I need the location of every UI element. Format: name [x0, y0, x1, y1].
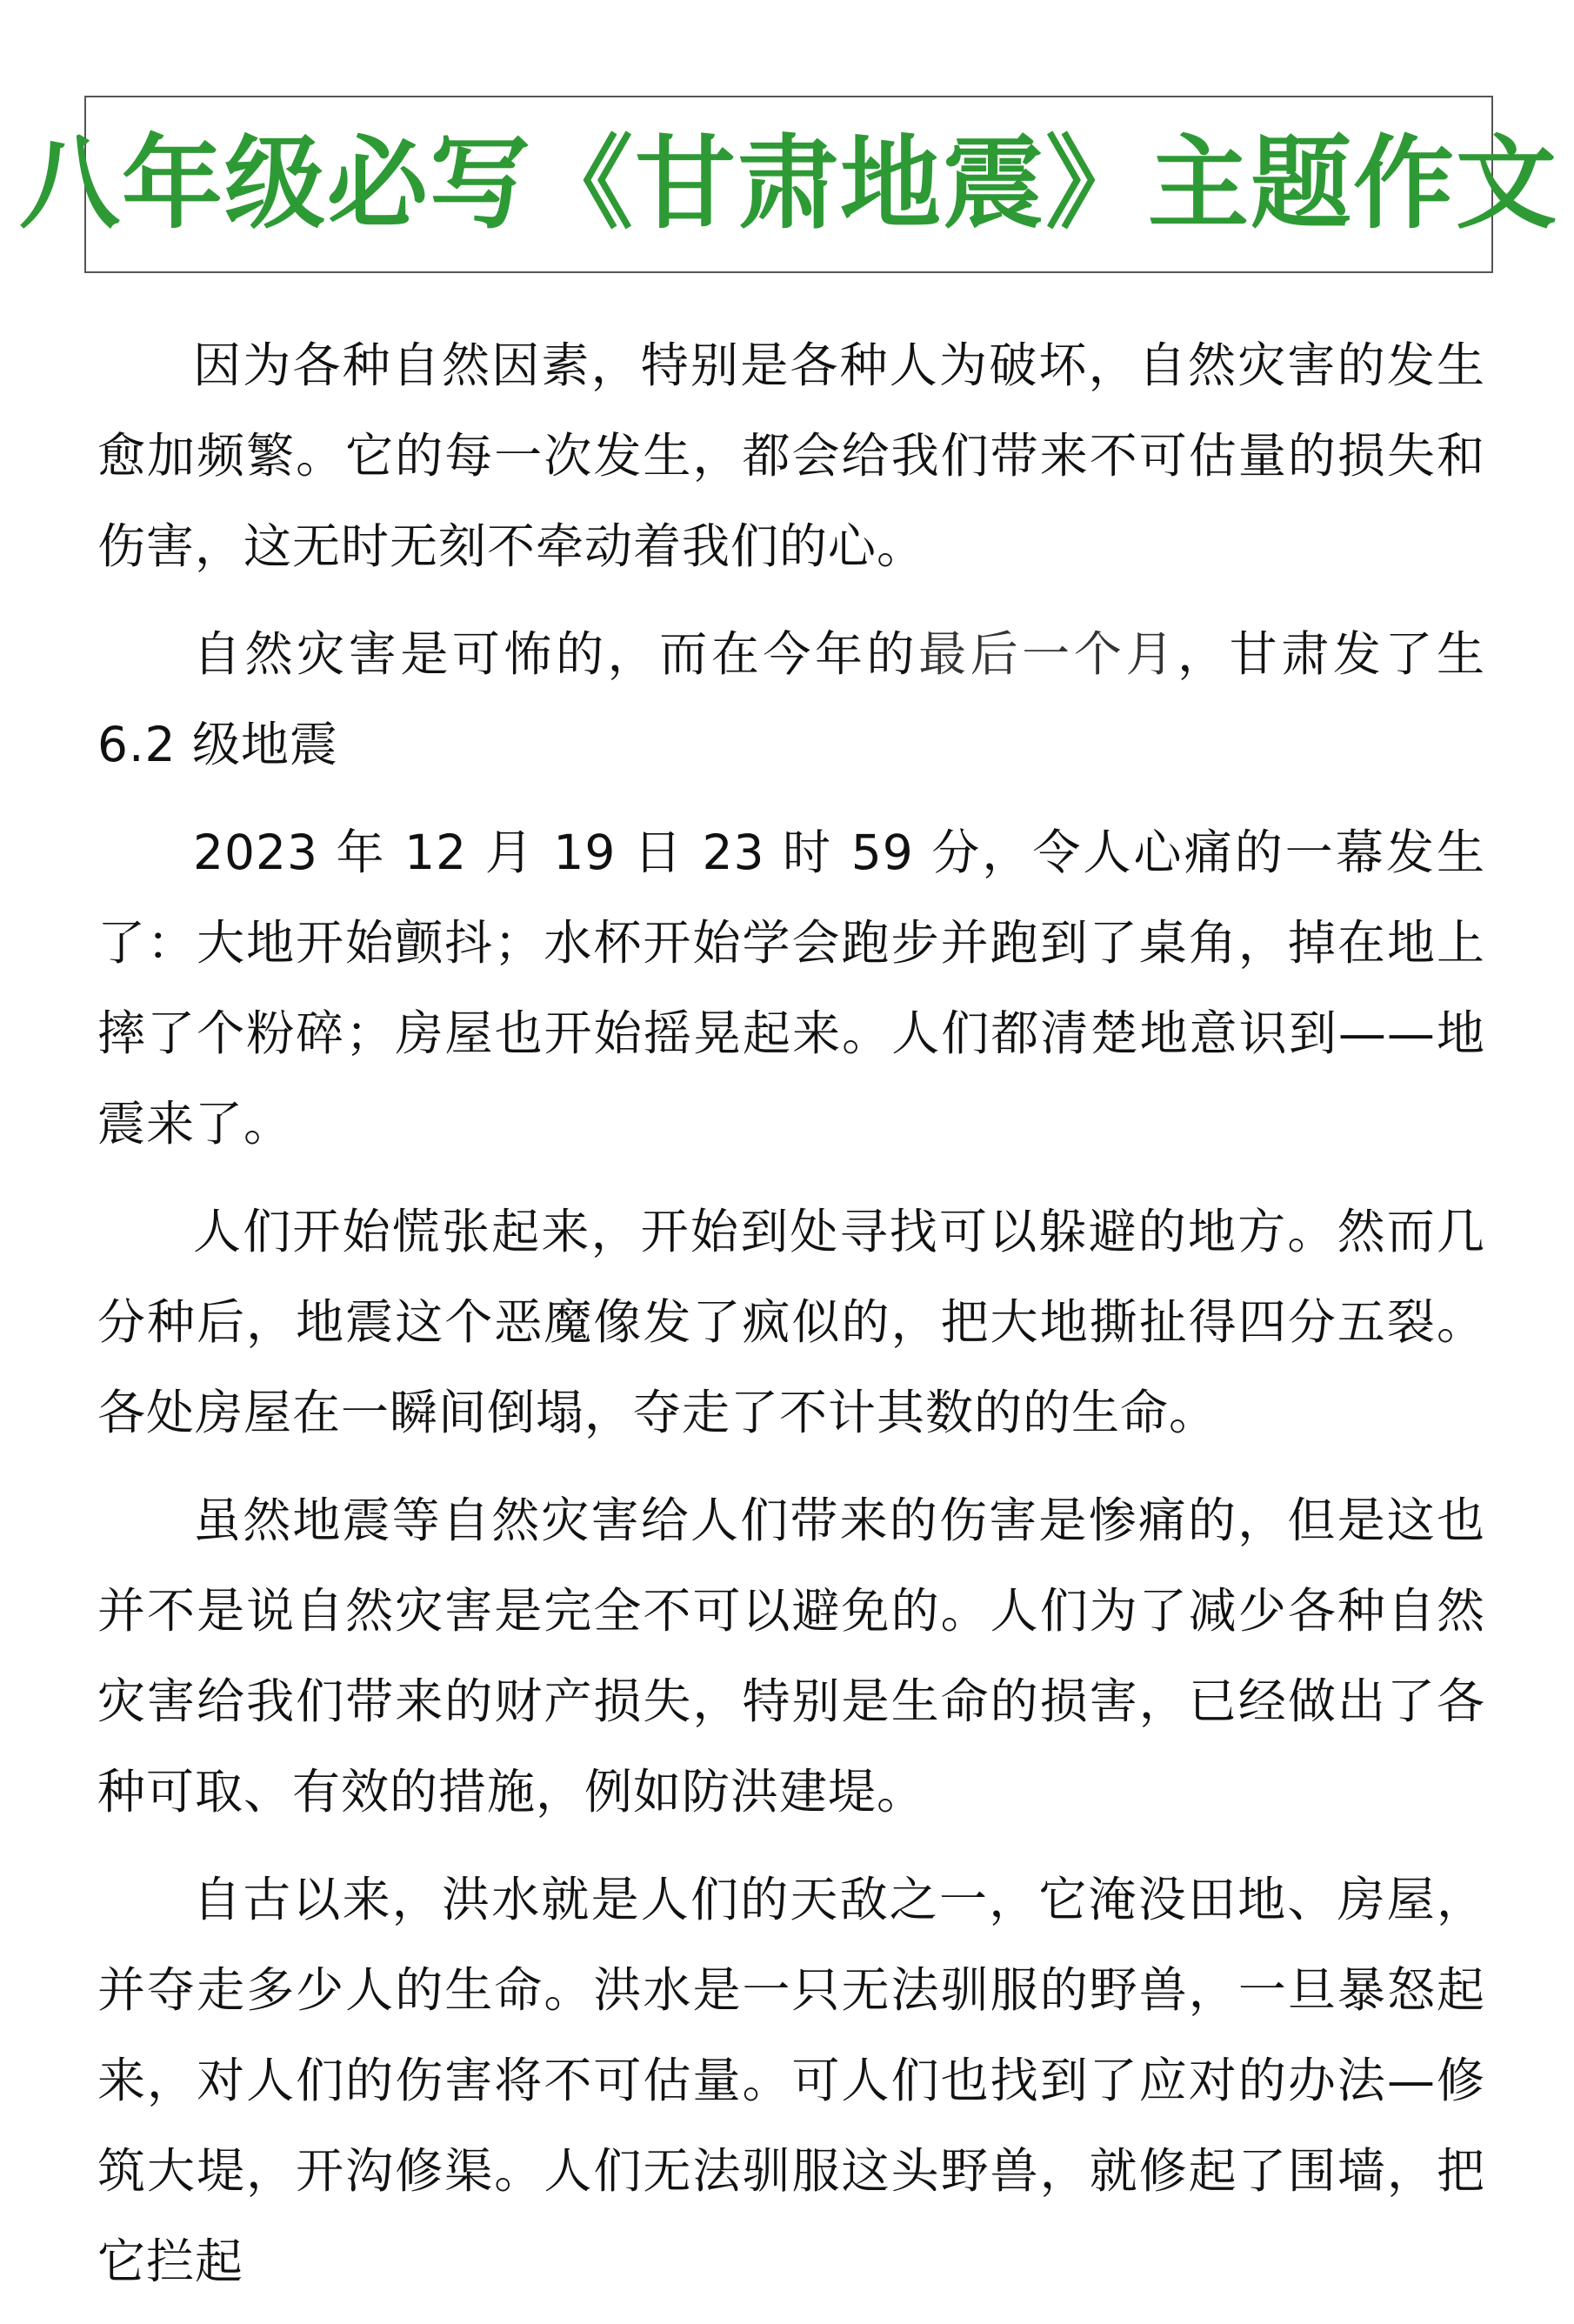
paragraph-2	[97, 609, 1485, 790]
title-box	[19, 96, 1558, 273]
paragraph-2-part-2: 最后一个月	[918, 626, 1178, 682]
page-title: 八年级必写《甘肃地震》主题作文	[19, 125, 1558, 243]
paragraph-4: 人们开始慌张起来，开始到处寻找可以躲避的地方。然而几分种后，地震这个恶魔像发了疯似的，把大地撕扯得四分五裂。各处房屋在一瞬间倒塌，夺走了不计其数的的生命。	[97, 1204, 1485, 1440]
paragraph-6: 自古以来，洪水就是人们的天敌之一，它淹没田地、房屋，并夺走多少人的生命。洪水是一只无法驯服的野兽，一旦暴怒起来，对人们的伤害将不可估量。可人们也找到了应对的办法—修筑大堤，开沟修渠。人们无法驯服这头野兽，就修起了围墙，把它拦起	[97, 1872, 1485, 2289]
paragraph-2-part-1: 自然灾害是可怖的，而在今年的	[193, 626, 919, 682]
paragraph-1: 因为各种自然因素，特别是各种人为破坏，自然灾害的发生愈加频繁。它的每一次发生，都会给我们带来不可估量的损失和伤害，这无时无刻不牵动着我们的心。	[97, 337, 1485, 574]
essay-body	[97, 320, 1485, 2324]
paragraph-2-part-3: ，甘肃发了生 6.2 级地震	[97, 626, 1485, 772]
paragraph-5: 虽然地震等自然灾害给人们带来的伤害是惨痛的，但是这也并不是说自然灾害是完全不可以避免的。人们为了减少各种自然灾害给我们带来的财产损失，特别是生命的损害，已经做出了各种可取、有效的措施，例如防洪建堤。	[97, 1493, 1485, 1820]
paragraph-3: 2023 年 12 月 19 日 23 时 59 分，令人心痛的一幕发生了：大地开始颤抖；水杯开始学会跑步并跑到了桌角，掉在地上摔了个粉碎；房屋也开始摇晃起来。人们都清楚地意识到——地震来了。	[97, 825, 1485, 1152]
